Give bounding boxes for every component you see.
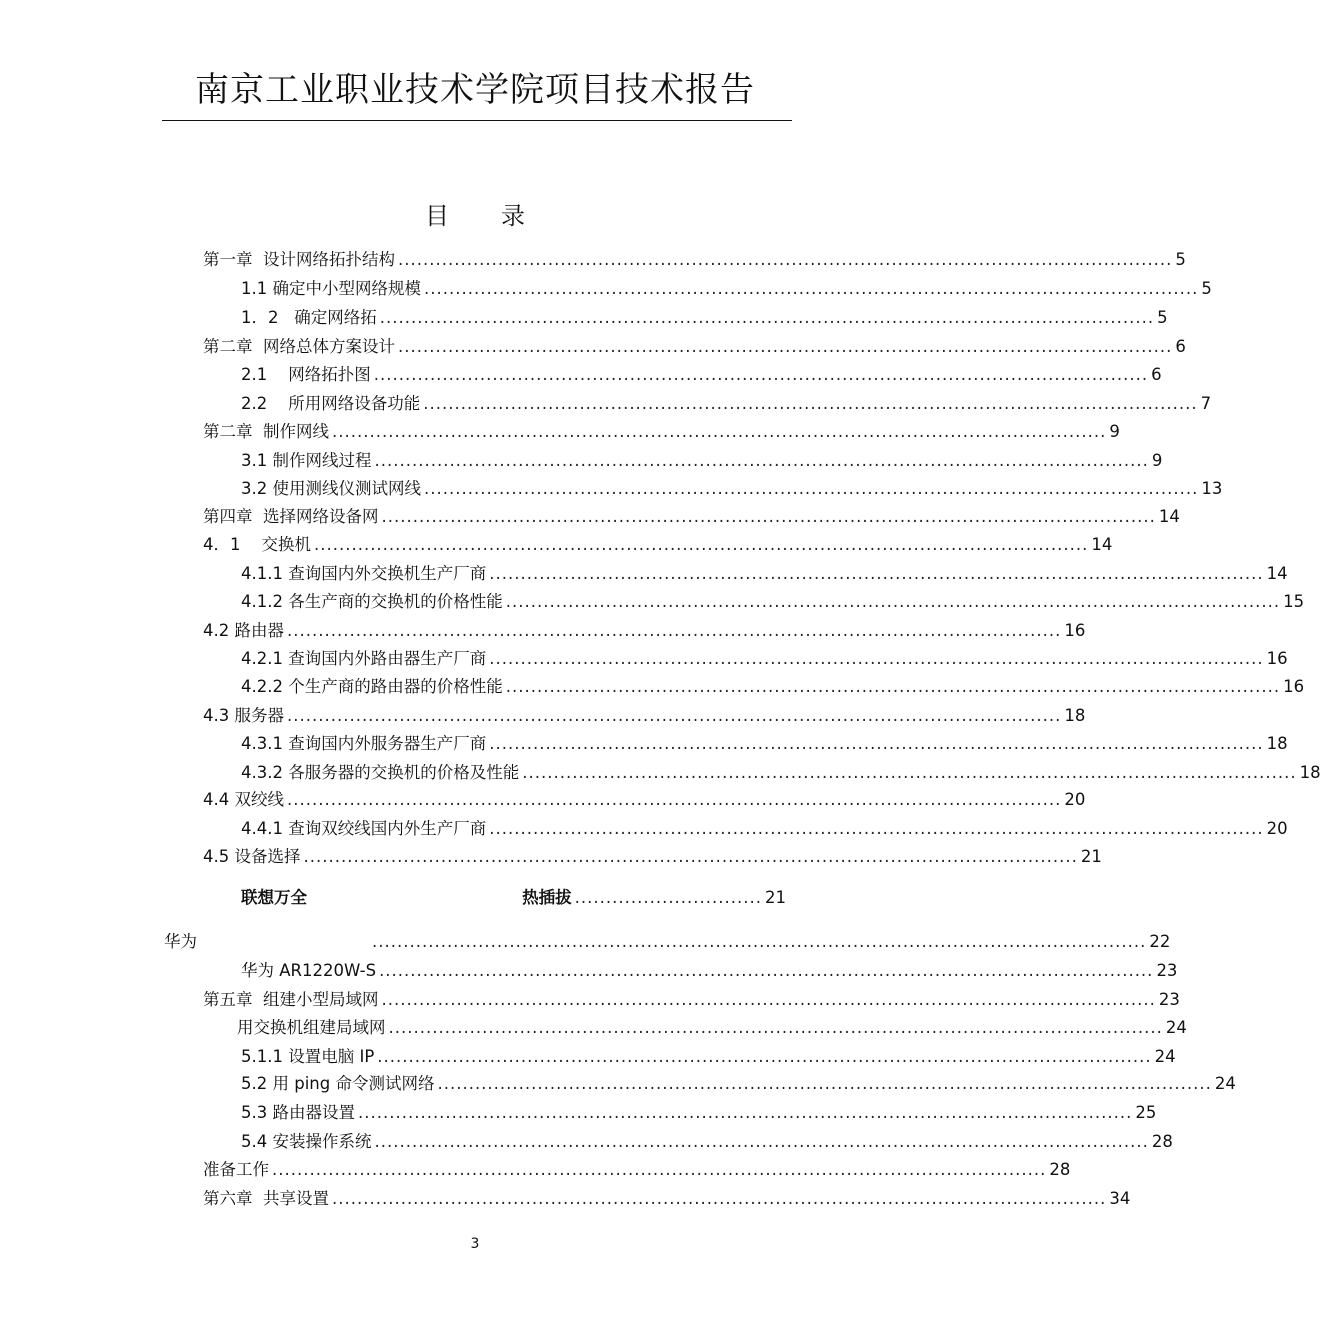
toc-entry-page: 14: [1091, 535, 1113, 554]
toc-entry-page: 20: [1266, 819, 1288, 838]
toc-leader: ............................................................................................................................: [398, 250, 1173, 269]
toc-entry-label: 4.2 路由器: [203, 621, 284, 640]
toc-entry-page: 34: [1109, 1189, 1131, 1208]
toc-leader: ............................................................................................................................: [358, 1103, 1133, 1122]
toc-entry[interactable]: [237, 1014, 1187, 1038]
toc-entry[interactable]: [241, 560, 1288, 584]
toc-entry-label: 4.3.1 查询国内外服务器生产厂商: [241, 734, 487, 753]
toc-entry-page: 18: [1299, 763, 1321, 782]
toc-entry-label: 用交换机组建局域网: [237, 1018, 386, 1037]
toc-leader: ............................................................................................................................: [373, 365, 1149, 384]
toc-entry-page: 24: [1154, 1047, 1176, 1066]
toc-entry[interactable]: [203, 503, 1180, 527]
toc-entry-page: 9: [1151, 451, 1163, 470]
toc-leader: ............................................................................................................................: [377, 1047, 1152, 1066]
toc-entry[interactable]: [241, 815, 1288, 839]
toc-entry-label: 第四章 选择网络设备网: [203, 507, 379, 526]
toc-entry-page: 7: [1200, 394, 1212, 413]
toc-entry-page: 28: [1049, 1160, 1071, 1179]
toc-entry-label: 准备工作: [203, 1160, 269, 1179]
toc-entry[interactable]: [241, 275, 1212, 299]
toc-entry-page: 13: [1201, 479, 1223, 498]
toc-entry[interactable]: [203, 531, 1113, 555]
toc-leader: ............................................................................................................................: [313, 535, 1089, 554]
toc-leader: ............................................................................................................................: [332, 422, 1107, 441]
toc-leader: ............................................................................................................................: [505, 677, 1281, 696]
toc-leader: ............................................................................................................................: [398, 337, 1173, 356]
toc-leader: ..............................: [574, 888, 762, 907]
toc-entry[interactable]: [164, 928, 1171, 952]
toc-entry[interactable]: [203, 843, 1102, 867]
toc-entry[interactable]: [203, 1156, 1071, 1180]
toc-entry-page: 9: [1109, 422, 1120, 441]
toc-leader: ............................................................................................................................: [303, 847, 1078, 866]
toc-leader: ............................................................................................................................: [489, 564, 1264, 583]
toc-leader: ............................................................................................................................: [379, 961, 1154, 980]
toc-entry-page: 16: [1283, 677, 1305, 696]
toc-leader: ............................................................................................................................: [505, 592, 1281, 611]
toc-entry-label: 4.4.1 查询双绞线国内外生产厂商: [241, 819, 487, 838]
toc-entry-page: 6: [1175, 337, 1186, 356]
header-rule: [162, 120, 792, 121]
toc-entry[interactable]: [241, 1043, 1176, 1067]
toc-leader: ............................................................................................................................: [374, 451, 1149, 470]
toc-entry[interactable]: [241, 304, 1168, 328]
toc-entry-label: 4.2.2 个生产商的路由器的价格性能: [241, 677, 503, 696]
toc-entry[interactable]: [241, 730, 1288, 754]
toc-entry[interactable]: [241, 884, 786, 908]
toc-entry-label: 第六章 共享设置: [203, 1189, 329, 1208]
toc-entry[interactable]: [241, 447, 1163, 471]
toc-leader: ............................................................................................................................: [287, 706, 1062, 725]
toc-entry-page: 21: [765, 888, 786, 907]
toc-entry-page: 20: [1064, 790, 1086, 809]
toc-heading: [0, 196, 950, 231]
toc-entry-page: 25: [1135, 1103, 1157, 1122]
toc-entry-page: 15: [1283, 592, 1305, 611]
toc-entry-page: 5: [1175, 250, 1186, 269]
toc-entry-label: 4.1.2 各生产商的交换机的价格性能: [241, 592, 503, 611]
toc-entry[interactable]: [241, 588, 1305, 612]
toc-entry-page: 6: [1151, 365, 1162, 384]
toc-entry-page: 14: [1266, 564, 1288, 583]
toc-leader: ............................................................................................................................: [287, 621, 1062, 640]
toc-entry-label: 第二章 网络总体方案设计: [203, 337, 395, 356]
toc-entry-page: 14: [1158, 507, 1180, 526]
toc-entry-label: 1．2 确定网络拓: [241, 308, 377, 327]
toc-entry-label: 第一章 设计网络拓扑结构: [203, 250, 395, 269]
toc-leader: ............................................................................................................................: [437, 1074, 1212, 1093]
toc-entry-label: 1.1 确定中小型网络规模: [241, 279, 421, 298]
toc-leader: ............................................................................................................................: [287, 790, 1062, 809]
toc-leader: ............................................................................................................................: [489, 819, 1264, 838]
toc-entry[interactable]: [241, 475, 1223, 499]
toc-entry-label: 5.2 用 ping 命令测试网络: [241, 1074, 435, 1093]
toc-leader: ............................................................................................................................: [424, 479, 1199, 498]
toc-entry[interactable]: [203, 1185, 1131, 1209]
toc-entry-label: 2.2 所用网络设备功能: [241, 394, 421, 413]
toc-entry-page: 24: [1165, 1018, 1187, 1037]
toc-entry-page: 18: [1064, 706, 1086, 725]
toc-leader: ............................................................................................................................: [489, 734, 1264, 753]
toc-entry[interactable]: [241, 957, 1178, 981]
toc-entry[interactable]: [241, 1099, 1157, 1123]
toc-leader: ............................................................................................................................: [388, 1018, 1163, 1037]
toc-entry[interactable]: [241, 673, 1305, 697]
toc-leader: ............................................................................................................................: [381, 507, 1156, 526]
toc-entry-label: 5.3 路由器设置: [241, 1103, 355, 1122]
toc-entry-page: 16: [1266, 649, 1288, 668]
toc-leader: ............................................................................................................................: [272, 1160, 1047, 1179]
toc-leader: ............................................................................................................................: [424, 279, 1199, 298]
toc-leader: ............................................................................................................................: [374, 1132, 1149, 1151]
toc-entry-label-secondary: 热插拔: [522, 888, 572, 907]
toc-entry[interactable]: [203, 702, 1086, 726]
toc-entry-page: 21: [1080, 847, 1102, 866]
toc-leader: ............................................................................................................................: [381, 990, 1156, 1009]
toc-entry[interactable]: [241, 645, 1288, 669]
toc-entry[interactable]: [203, 617, 1086, 641]
toc-entry-page: 28: [1151, 1132, 1173, 1151]
toc-entry-label: 华为 AR1220W-S: [241, 961, 377, 980]
toc-entry-label: 5.1.1 设置电脑 IP: [241, 1047, 375, 1066]
toc-entry-page: 18: [1266, 734, 1288, 753]
header-title: 南京工业职业技术学院项目技术报告: [195, 70, 755, 110]
toc-entry[interactable]: [203, 786, 1086, 810]
toc-entry-label: 3.2 使用测线仪测试网线: [241, 479, 421, 498]
toc-entry-label: 第五章 组建小型局域网: [203, 990, 379, 1009]
toc-entry-page: 24: [1214, 1074, 1236, 1093]
toc-entry-label: 4.5 设备选择: [203, 847, 301, 866]
toc-heading-left: 目: [425, 202, 449, 230]
toc-leader: ............................................................................................................................: [423, 394, 1198, 413]
toc-entry[interactable]: [241, 1070, 1236, 1094]
toc-leader: ............................................................................................................................: [522, 763, 1297, 782]
toc-entry-page: 22: [1149, 932, 1171, 951]
toc-entry-label: 2.1 网络拓扑图: [241, 365, 371, 384]
toc-entry[interactable]: [203, 986, 1180, 1010]
toc-entry-page: 23: [1156, 961, 1178, 980]
toc-entry[interactable]: [203, 418, 1120, 442]
toc-entry-label: 5.4 安装操作系统: [241, 1132, 372, 1151]
toc-entry[interactable]: [203, 333, 1186, 357]
toc-entry-page: 5: [1201, 279, 1212, 298]
toc-entry[interactable]: [203, 246, 1186, 270]
toc-entry-label: 3.1 制作网线过程: [241, 451, 372, 470]
toc-entry-label: 4.2.1 查询国内外路由器生产厂商: [241, 649, 487, 668]
toc-heading-right: 录: [501, 202, 525, 230]
toc-entry-page: 5: [1157, 308, 1168, 327]
toc-leader: ............................................................................................................................: [379, 308, 1155, 327]
toc-entry-label: 联想万全: [241, 888, 307, 907]
toc-entry[interactable]: [241, 759, 1321, 783]
toc-entry-label: 第二章 制作网线: [203, 422, 329, 441]
toc-entry-label: 4．1 交换机: [203, 535, 311, 554]
toc-leader: ............................................................................................................................: [489, 649, 1264, 668]
page-number: 3: [470, 1236, 480, 1252]
toc-entry[interactable]: [241, 390, 1212, 414]
toc-entry-label: 4.1.1 查询国内外交换机生产厂商: [241, 564, 487, 583]
toc-entry-page: 16: [1064, 621, 1086, 640]
toc-entry-label: 4.3 服务器: [203, 706, 284, 725]
toc-entry-page: 23: [1158, 990, 1180, 1009]
toc-leader: ............................................................................................................................: [372, 932, 1147, 951]
toc-entry-label: 4.3.2 各服务器的交换机的价格及性能: [241, 763, 520, 782]
toc-entry[interactable]: [241, 361, 1162, 385]
toc-entry-label: 4.4 双绞线: [203, 790, 284, 809]
toc-entry-label: 华为: [164, 932, 197, 951]
toc-entry[interactable]: [241, 1128, 1173, 1152]
toc-leader: ............................................................................................................................: [332, 1189, 1107, 1208]
